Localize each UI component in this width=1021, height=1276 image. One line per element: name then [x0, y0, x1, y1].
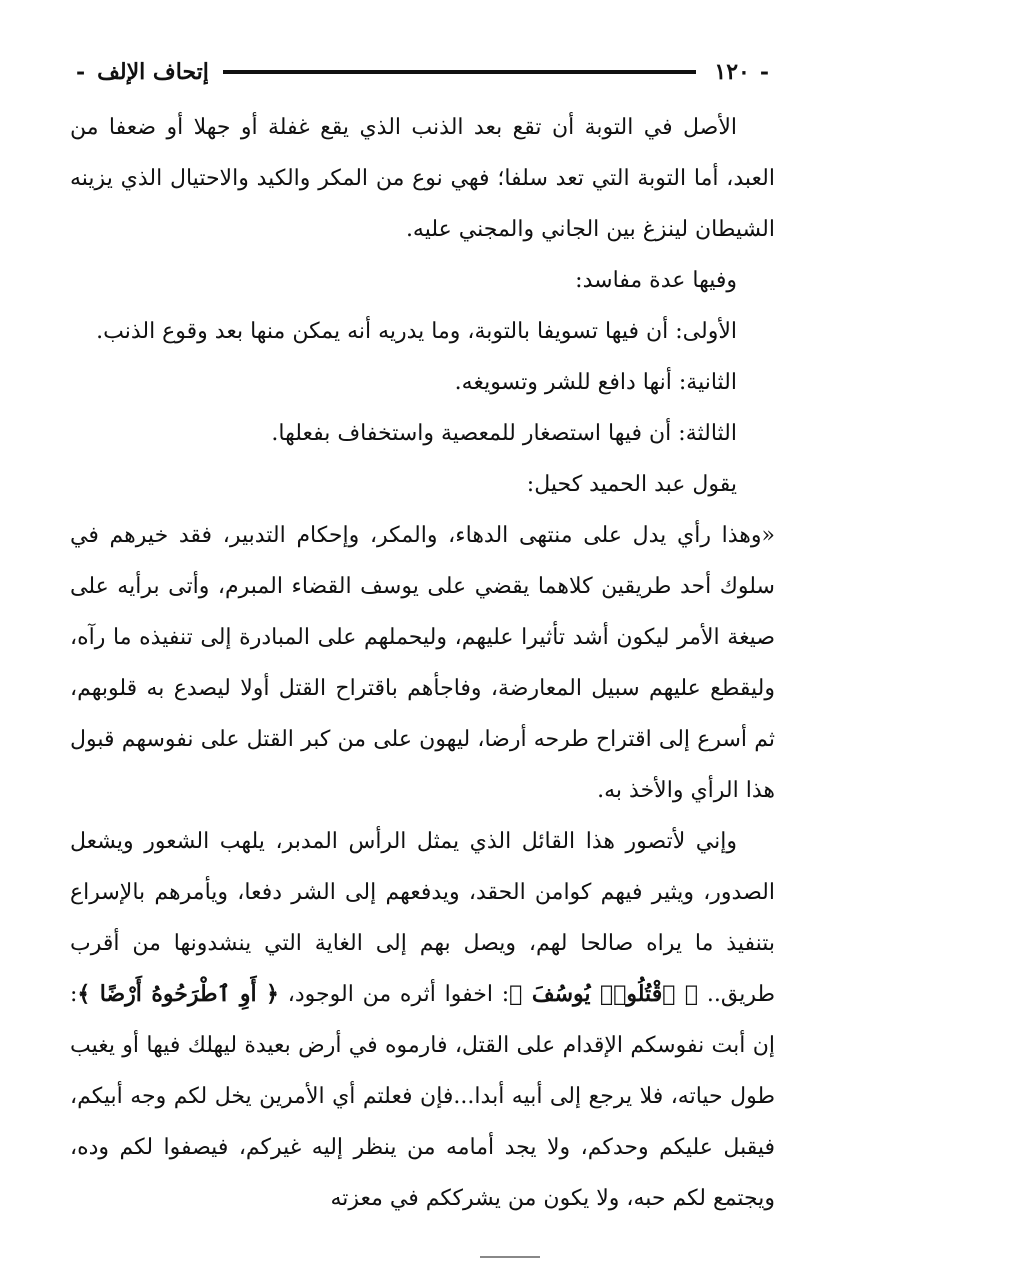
page-number: ١٢٠	[714, 59, 750, 85]
header-rule	[223, 70, 697, 74]
paragraph-harm-second: الثانية: أنها دافع للشر وتسويغه.	[454, 370, 737, 395]
paragraph-commentary	[70, 816, 775, 1224]
book-title: إتحاف الإلف	[97, 59, 209, 85]
body-text	[70, 102, 775, 1224]
running-header	[70, 52, 775, 92]
paragraph-harms-intro: وفيها عدة مفاسد:	[575, 268, 737, 293]
commentary-text: وإني لأتصور هذا القائل الذي يمثل الرأس المدبر، يلهب الشعور ويشعل الصدور، ويثير فيهم كوامن الحقد، ويدفعهم إلى الشر دفعا، ويأمرهم بالإسراع بتنفيذ ما يراه صالحا لهم، ويصل بهم إلى الغاية التي ينشدونها من أقرب طريق..	[70, 829, 775, 1007]
paragraph-quote-attribution: يقول عبد الحميد كحيل:	[526, 472, 737, 497]
commentary-explanation-1: : اخفوا أثره من الوجود،	[287, 982, 510, 1007]
commentary-explanation-2: : إن أبت نفوسكم الإقدام على القتل، فارموه في أرض بعيدة ليهلك فيها أو يغيب طول حياته، فلا يرجع إلى أبيه أبدا...فإن فعلتم أي الأمرين يخل لكم وجه أبيكم، فيقبل عليكم وحدكم، ولا يجد أمامه من ينظر إليه غيركم، فيصفوا لكم وده، ويجتمع لكم حبه، ولا يكون من يشرككم في معزته	[70, 982, 775, 1211]
header-dash-left: -	[76, 59, 86, 85]
paragraph-harm-third: الثالثة: أن فيها استصغار للمعصية واستخفاف بفعلها.	[271, 421, 737, 446]
quran-verse-kill-yusuf: ﴿ ٱقْتُلُوا۟ يُوسُفَ ﴾	[509, 981, 699, 1007]
book-page	[70, 52, 775, 1267]
quran-verse-cast-him: ﴿ أَوِ ٱطْرَحُوهُ أَرْضًا ﴾	[77, 981, 279, 1007]
paragraph-quote-body: «وهذا رأي يدل على منتهى الدهاء، والمكر، وإحكام التدبير، فقد خيرهم في سلوك أحد طريقين كلاهما يقضي على يوسف القضاء المبرم، وأتى برأيه على صيغة الأمر ليكون أشد تأثيرا عليهم، وليحملهم على المبادرة إلى تنفيذه ما رآه، وليقطع عليهم سبيل المعارضة، وفاجأهم باقتراح القتل أولا ليصدع به قلوبهم، ثم أسرع إلى اقتراح طرحه أرضا، ليهون على من كبر القتل على نفوسهم قبول هذا الرأي والأخذ به.	[70, 523, 775, 803]
bottom-scan-mark	[480, 1256, 540, 1258]
paragraph-repentance-origin: الأصل في التوبة أن تقع بعد الذنب الذي يقع غفلة أو جهلا أو ضعفا من العبد، أما التوبة التي تعد سلفا؛ فهي نوع من المكر والكيد والاحتيال الذي يزينه الشيطان لينزغ بين الجاني والمجني عليه.	[70, 115, 775, 242]
paragraph-harm-first: الأولى: أن فيها تسويفا بالتوبة، وما يدريه أنه يمكن منها بعد وقوع الذنب.	[96, 319, 737, 344]
header-dash-right: -	[759, 59, 769, 85]
